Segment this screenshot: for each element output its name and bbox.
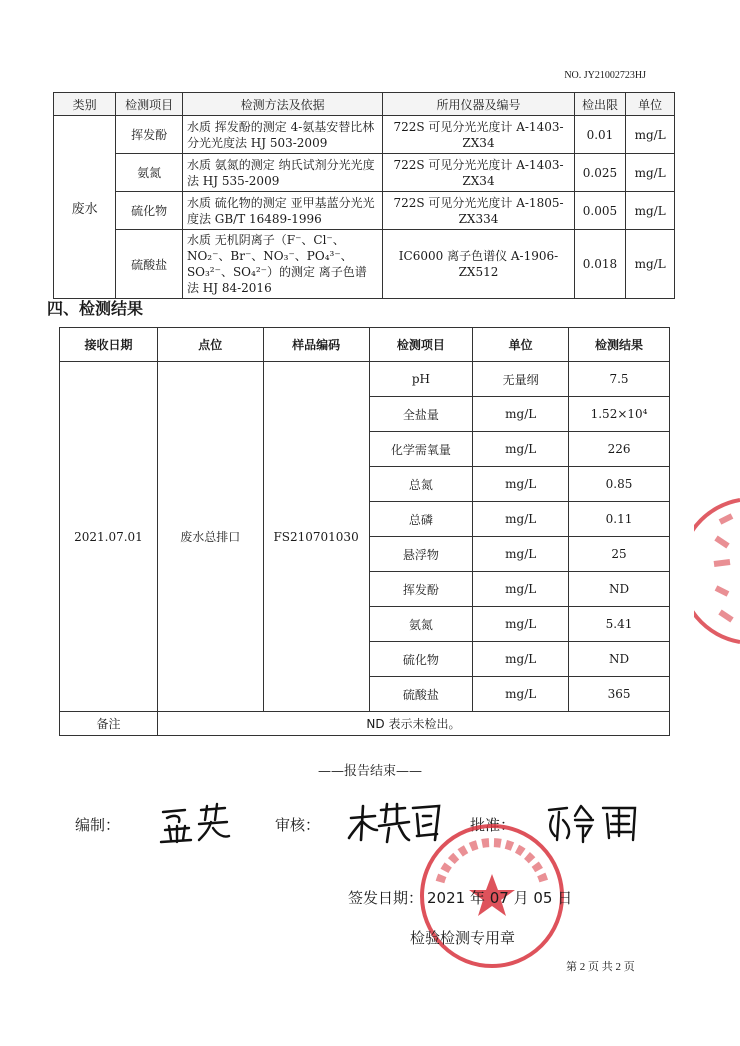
item-cell: 挥发酚 [116,116,183,154]
test-item-cell: 挥发酚 [369,572,473,607]
limit-cell: 0.005 [574,192,626,230]
test-item-cell: 硫化物 [369,642,473,677]
unit-cell: mg/L [473,502,569,537]
note-text: ND 表示未检出。 [157,712,669,736]
note-label: 备注 [60,712,158,736]
test-item-cell: 总氮 [369,467,473,502]
unit-cell: mg/L [626,154,675,192]
category-cell: 废水 [54,116,116,299]
approved-label: 批准： [470,816,516,834]
header-test-item: 检测项目 [369,328,473,362]
unit-cell: mg/L [626,116,675,154]
test-item-cell: 总磷 [369,502,473,537]
method-cell: 水质 无机阴离子（F⁻、Cl⁻、NO₂⁻、Br⁻、NO₃⁻、PO₄³⁻、SO₃²⁻、SO₄²⁻）的测定 离子色谱法 HJ 84-2016 [182,230,382,299]
unit-cell: mg/L [626,230,675,299]
unit-cell: mg/L [473,432,569,467]
result-cell: 7.5 [569,362,670,397]
unit-cell: mg/L [473,607,569,642]
sample-code-cell: FS210701030 [263,362,369,712]
instrument-cell: 722S 可见分光光度计 A-1403-ZX34 [383,116,574,154]
result-cell: 25 [569,537,670,572]
instrument-cell: IC6000 离子色谱仪 A-1906-ZX512 [383,230,574,299]
method-cell: 水质 挥发酚的测定 4-氨基安替比林分光光度法 HJ 503-2009 [182,116,382,154]
test-item-cell: 化学需氧量 [369,432,473,467]
instrument-cell: 722S 可见分光光度计 A-1805-ZX334 [383,192,574,230]
test-item-cell: 全盐量 [369,397,473,432]
header-instrument: 所用仪器及编号 [383,93,574,116]
limit-cell: 0.025 [574,154,626,192]
header-receive-date: 接收日期 [60,328,158,362]
table-row [54,230,675,299]
limit-cell: 0.01 [574,116,626,154]
reviewed-label: 审核： [275,816,321,834]
table-row [54,154,675,192]
stamp-caption: 检验检测专用章 [410,929,516,947]
document-number: NO. JY21002723HJ [564,70,646,81]
header-site: 点位 [157,328,263,362]
method-cell: 水质 硫化物的测定 亚甲基蓝分光光度法 GB/T 16489-1996 [182,192,382,230]
header-limit: 检出限 [574,93,626,116]
unit-cell: mg/L [473,467,569,502]
unit-cell: mg/L [473,642,569,677]
result-cell: 365 [569,677,670,712]
page-number: 第 2 页 共 2 页 [566,961,635,973]
item-cell: 硫酸盐 [116,230,183,299]
results-header-row [60,328,670,362]
site-cell: 废水总排口 [157,362,263,712]
report-end: ——报告结束—— [317,764,422,779]
section-title: 四、检测结果 [47,299,144,318]
result-cell: ND [569,572,670,607]
header-unit: 单位 [473,328,569,362]
seam-seal [694,498,740,644]
issue-date-value: 2021 年 07 月 05 日 [427,889,573,907]
issue-date [348,887,572,908]
result-cell: ND [569,642,670,677]
unit-cell: 无量纲 [473,362,569,397]
item-cell: 硫化物 [116,192,183,230]
header-result: 检测结果 [569,328,670,362]
test-item-cell: pH [369,362,473,397]
result-cell: 0.11 [569,502,670,537]
result-cell: 5.41 [569,607,670,642]
test-item-cell: 硫酸盐 [369,677,473,712]
table-row [60,362,670,397]
header-category: 类别 [54,93,116,116]
methods-table [53,92,675,299]
result-cell: 1.52×10⁴ [569,397,670,432]
table-row [54,116,675,154]
result-cell: 0.85 [569,467,670,502]
instrument-cell: 722S 可见分光光度计 A-1403-ZX34 [383,154,574,192]
table-row [54,192,675,230]
item-cell: 氨氮 [116,154,183,192]
compiler-signature [155,800,235,846]
limit-cell: 0.018 [574,230,626,299]
result-cell: 226 [569,432,670,467]
header-method: 检测方法及依据 [182,93,382,116]
results-table [59,327,670,736]
unit-cell: mg/L [473,397,569,432]
methods-header-row [54,93,675,116]
header-unit: 单位 [626,93,675,116]
signature-row [75,800,675,850]
test-item-cell: 氨氮 [369,607,473,642]
test-item-cell: 悬浮物 [369,537,473,572]
header-sample-code: 样品编码 [263,328,369,362]
header-item: 检测项目 [116,93,183,116]
unit-cell: mg/L [473,537,569,572]
compiled-label: 编制： [75,816,121,834]
method-cell: 水质 氨氮的测定 纳氏试剂分光光度法 HJ 535-2009 [182,154,382,192]
unit-cell: mg/L [626,192,675,230]
receive-date-cell: 2021.07.01 [60,362,158,712]
note-row [60,712,670,736]
issue-date-label: 签发日期： [348,889,424,907]
unit-cell: mg/L [473,572,569,607]
unit-cell: mg/L [473,677,569,712]
